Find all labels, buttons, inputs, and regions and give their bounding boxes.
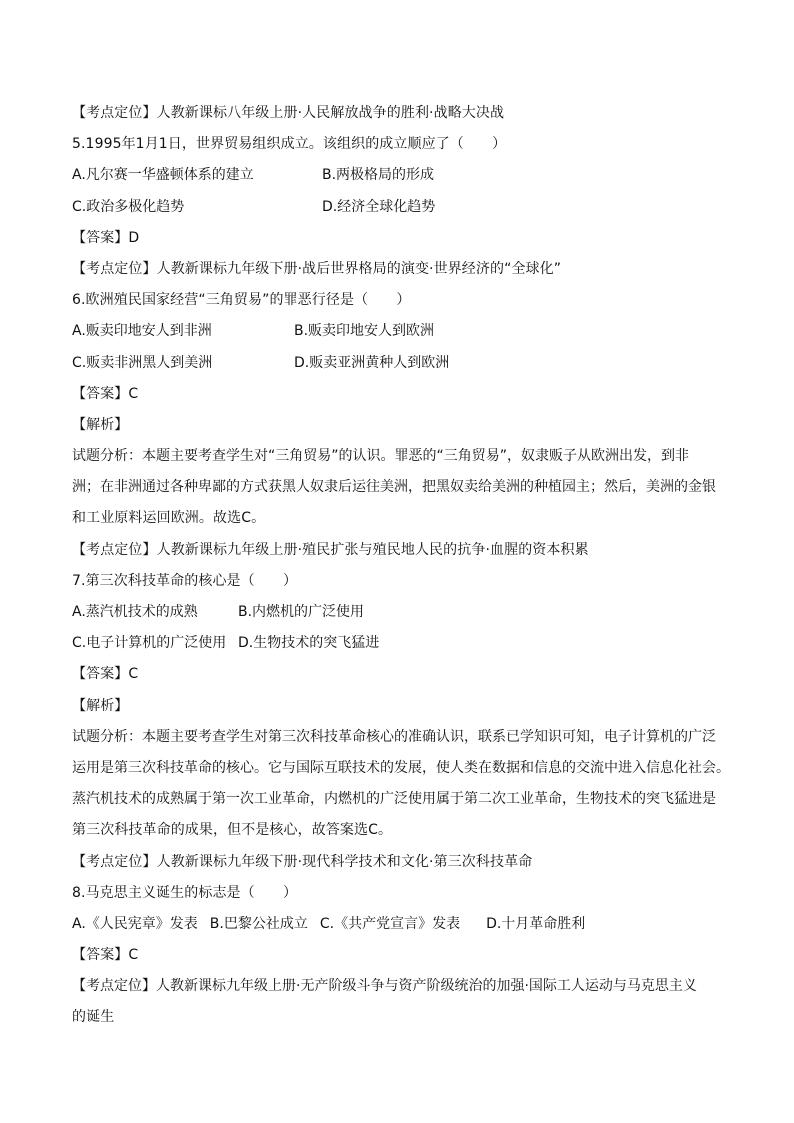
question-5-option-c: C.政治多极化趋势 [72, 198, 185, 215]
question-6-answer: 【答案】C [72, 385, 139, 402]
question-5-option-a: A.凡尔赛一华盛顿体系的建立 [72, 167, 254, 184]
question-6-analysis-title: 【解析】 [72, 416, 129, 433]
question-7-option-c: C.电子计算机的广泛使用 [72, 635, 227, 652]
question-6-stem: 6.欧洲殖民国家经营“三角贸易”的罪恶行径是（ ） [72, 292, 411, 309]
exam-point-line: 【考点定位】人教新课标八年级上册·人民解放战争的胜利·战略大决战 [72, 105, 505, 121]
question-7-analysis-line: 试题分析：本题主要考查学生对第三次科技革命核心的准确认识，联系已学知识可知，电子计算机的广泛 [72, 728, 716, 745]
question-8-option-b: B.巴黎公社成立 [209, 915, 308, 932]
question-7-analysis-line: 运用是第三次科技革命的核心。它与国际互联技术的发展，使人类在数据和信息的交流中进入信息化社会。 [72, 759, 730, 776]
question-6-option-c: C.贩卖非洲黑人到美洲 [72, 354, 213, 371]
question-6-options-row-2 [72, 348, 732, 379]
question-8-stem: 8.马克思主义诞生的标志是（ ） [72, 884, 298, 901]
question-6-exam-point: 【考点定位】人教新课标九年级上册·殖民扩张与殖民地人民的抗争·血腥的资本积累 [72, 541, 589, 558]
question-6-option-a: A.贩卖印地安人到非洲 [72, 323, 212, 340]
question-6-options-row-1 [72, 316, 732, 347]
question-5-exam-point: 【考点定位】人教新课标九年级下册·战后世界格局的演变·世界经济的“全球化” [72, 260, 562, 277]
question-8-option-d: D.十月革命胜利 [486, 915, 586, 932]
question-5-option-b: B.两极格局的形成 [322, 167, 435, 184]
document-page [72, 98, 732, 1034]
question-8-exam-point-continued: 的诞生 [72, 1009, 115, 1026]
question-7-options-row-1 [72, 597, 732, 628]
question-8-option-a: A.《人民宪章》发表 [72, 915, 198, 932]
question-7-options-row-2 [72, 628, 732, 659]
question-7-stem: 7.第三次科技革命的核心是（ ） [72, 572, 298, 589]
question-7-option-b: B.内燃机的广泛使用 [238, 604, 365, 620]
question-7-option-d: D.生物技术的突飞猛进 [238, 635, 380, 652]
question-7-option-a: A.蒸汽机技术的成熟 [72, 604, 198, 620]
question-5-stem: 5.1995年1月1日，世界贸易组织成立。该组织的成立顺应了（ ） [72, 136, 507, 153]
question-7-answer: 【答案】C [72, 666, 139, 683]
question-6-option-d: D.贩卖亚洲黄种人到欧洲 [294, 354, 450, 371]
question-8-option-c: C.《共产党宣言》发表 [319, 915, 461, 932]
question-6-analysis-line: 和工业原料运回欧洲。故选C。 [72, 510, 266, 527]
question-8-options-row [72, 909, 732, 940]
question-7-analysis-title: 【解析】 [72, 697, 129, 714]
question-8-exam-point: 【考点定位】人教新课标九年级上册·无产阶级斗争与资产阶级统治的加强·国际工人运动与马克思主义 [72, 978, 697, 995]
question-5-answer: 【答案】D [72, 229, 140, 246]
question-6-analysis-line: 洲；在非洲通过各种卑鄙的方式获黑人奴隶后运往美洲，把黑奴卖给美洲的种植园主；然后，美洲的金银 [72, 479, 716, 496]
question-5-option-d: D.经济全球化趋势 [322, 198, 436, 215]
question-5-options-row-1 [72, 160, 732, 191]
question-6-option-b: B.贩卖印地安人到欧洲 [294, 323, 435, 340]
question-5-options-row-2 [72, 192, 732, 223]
question-7-analysis-line: 蒸汽机技术的成熟属于第一次工业革命，内燃机的广泛使用属于第二次工业革命，生物技术的突飞猛进是 [72, 791, 716, 808]
question-8-answer: 【答案】C [72, 947, 139, 964]
question-7-analysis-line: 第三次科技革命的成果，但不是核心，故答案选C。 [72, 822, 393, 839]
question-7-exam-point: 【考点定位】人教新课标九年级下册·现代科学技术和文化·第三次科技革命 [72, 853, 533, 870]
question-6-analysis-line: 试题分析：本题主要考查学生对“三角贸易”的认识。罪恶的“三角贸易”，奴隶贩子从欧洲出发，到非 [72, 448, 690, 465]
